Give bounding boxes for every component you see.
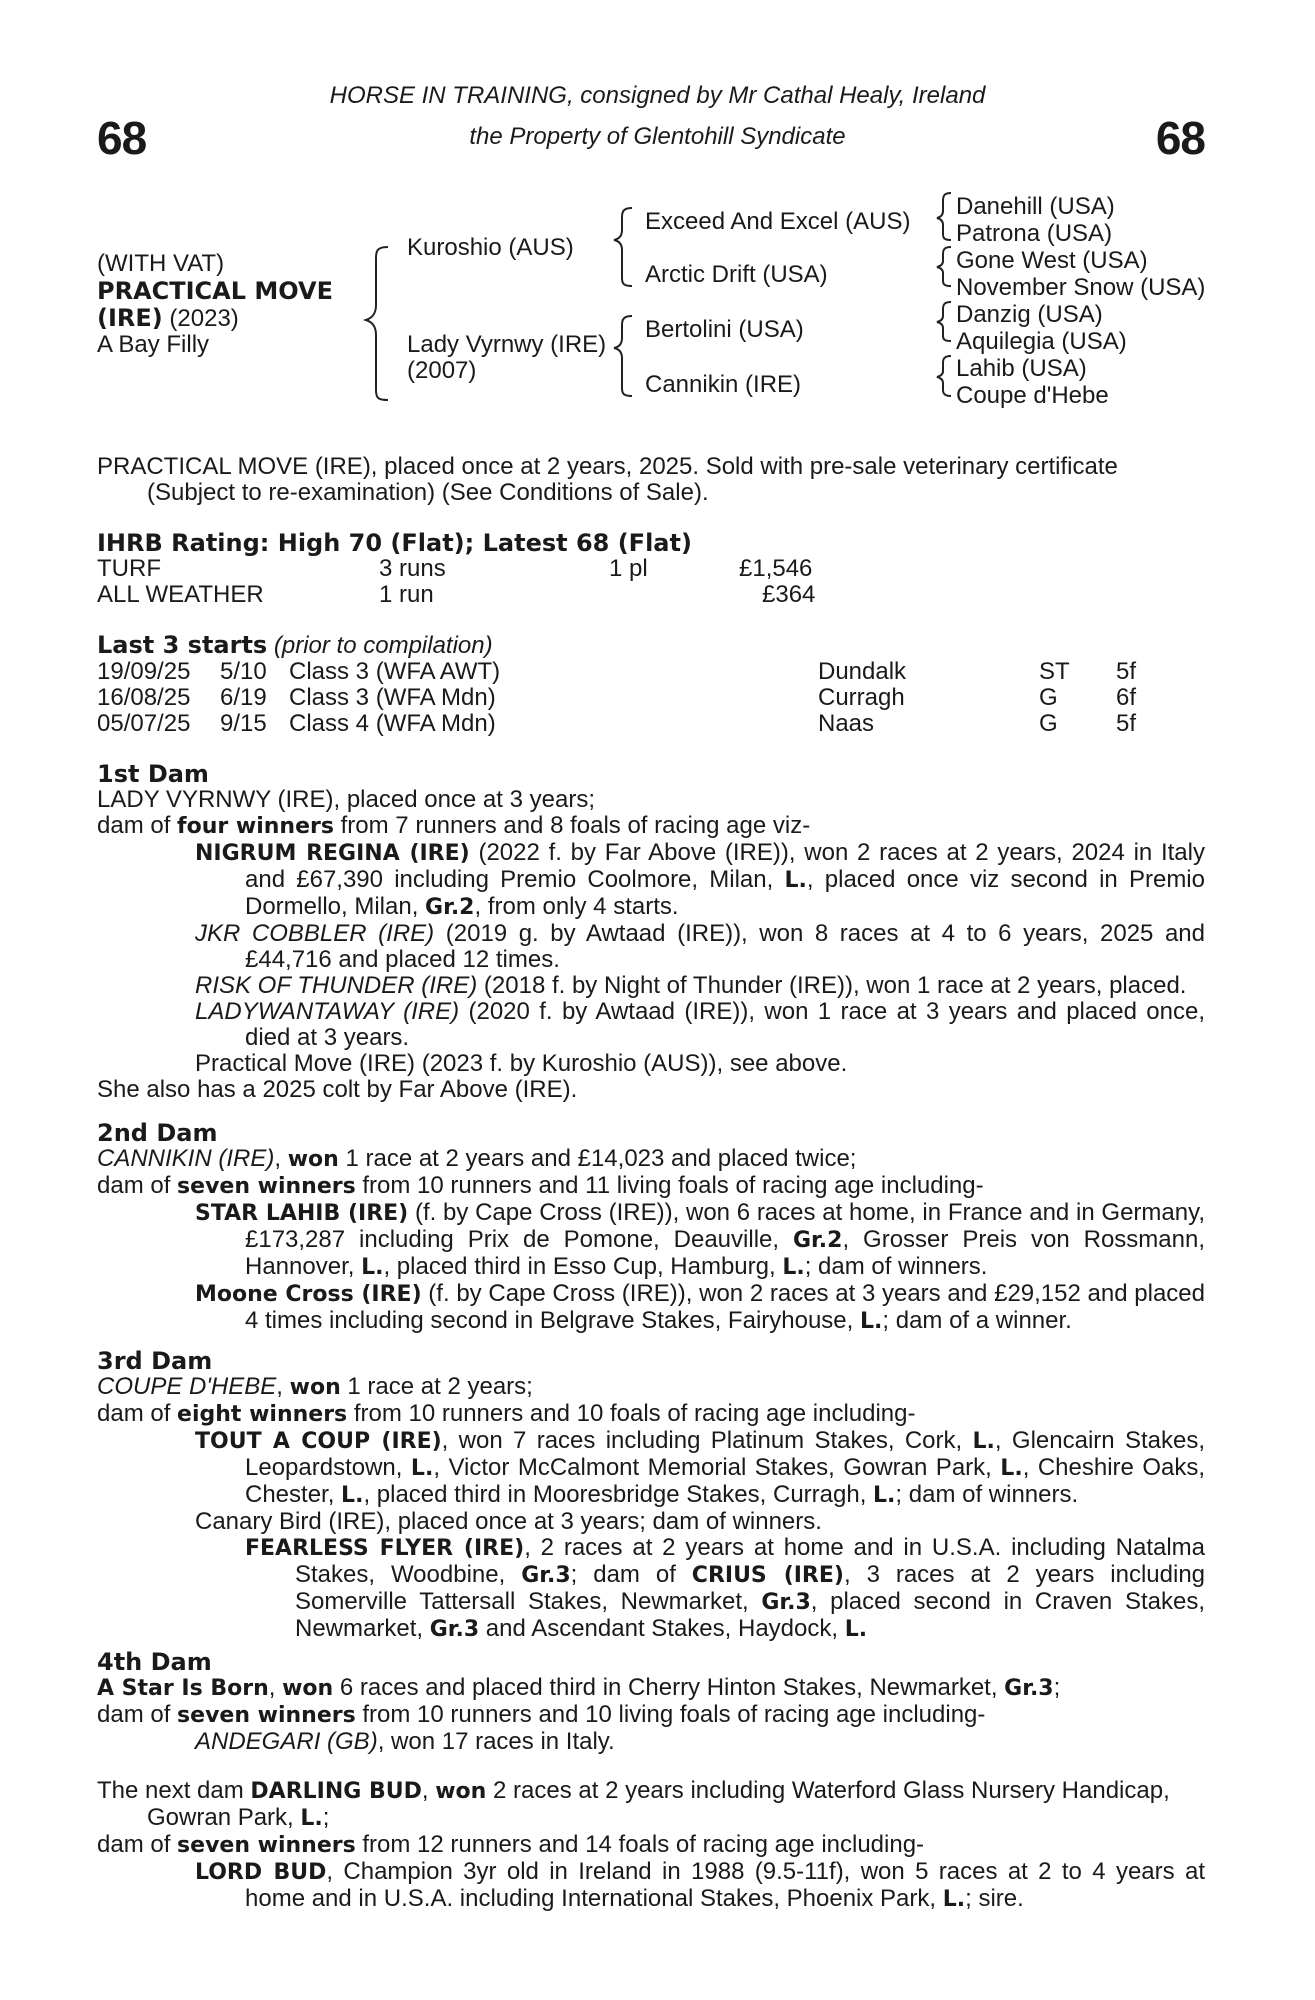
pedigree-sdd: November Snow (USA): [956, 274, 1206, 301]
third-dam-line: COUPE D'HEBE, won 1 race at 2 years;: [97, 1373, 533, 1400]
rating-surface: TURF: [97, 555, 161, 582]
pedigree-dam-sire: Bertolini (USA): [645, 316, 804, 343]
won-marker: won: [289, 1375, 341, 1400]
brace-dam: [614, 316, 632, 396]
next-dam-progeny: [97, 1859, 1205, 1913]
start-row: [97, 711, 1205, 737]
listed-marker: L.: [784, 868, 807, 893]
rating-surface: ALL WEATHER: [97, 581, 264, 608]
progeny-name: LADYWANTAWAY (IRE): [195, 998, 460, 1025]
rating-placings: 1 pl: [609, 555, 648, 582]
text: and Ascendant Stakes, Haydock,: [479, 1615, 845, 1642]
brace-gs3: [937, 302, 951, 341]
start-row: [97, 659, 1205, 685]
text: dam of: [97, 1172, 178, 1199]
start-course: Naas: [818, 710, 875, 737]
listed-marker: L.: [972, 1429, 995, 1454]
listed-marker: L.: [873, 1483, 896, 1508]
start-date: 05/07/25: [97, 710, 191, 737]
pedigree-ssd: Patrona (USA): [956, 220, 1113, 247]
text: dam of: [97, 812, 178, 839]
listed-marker: L.: [300, 1806, 323, 1831]
progeny-name: LORD BUD: [195, 1860, 327, 1885]
text: (f. by Cape Cross (IRE)), won 6 races at home, in France and in Germany, £173,287 including Prix de Pomone, Deauville,: [245, 1199, 1205, 1253]
brace-big: [366, 247, 388, 400]
pedigree-sire-sire: Exceed And Excel (AUS): [645, 208, 911, 235]
start-row: [97, 685, 1205, 711]
text: 6 races and placed third in Cherry Hinton Stakes, Newmarket,: [333, 1674, 1005, 1701]
text: , Glencairn Stakes, Leopardstown,: [245, 1427, 1206, 1481]
first-dam-progeny: [97, 999, 1205, 1051]
winners-count: seven winners: [177, 1174, 356, 1199]
text: 2 races at 2 years including Waterford Glass Nursery Handicap, Gowran Park,: [147, 1777, 1170, 1831]
start-position: 6/19: [220, 684, 267, 711]
second-dam-progeny: [97, 1200, 1205, 1281]
text: , placed once viz second in Premio Dormello, Milan,: [245, 866, 1205, 920]
winners-count: eight winners: [177, 1402, 348, 1427]
pedigree-ddd: Coupe d'Hebe: [956, 382, 1109, 409]
next-dam-produce-line: [97, 1832, 1205, 1859]
dam-name: CANNIKIN (IRE): [97, 1145, 275, 1172]
last-starts-note: (prior to compilation): [273, 632, 493, 659]
text: from 10 runners and 11 living foals of racing age including-: [355, 1172, 984, 1199]
start-distance: 5f: [1116, 710, 1137, 737]
summary-text: PRACTICAL MOVE (IRE), placed once at 2 years, 2025. Sold with pre-sale veterinary certificate (Subject to re-examination) (See Conditions of Sale).: [97, 453, 1118, 506]
text: , Grosser Preis von Rossmann, Hannover,: [245, 1226, 1205, 1280]
first-dam-produce-line: [97, 813, 1205, 840]
text: ; dam of: [570, 1561, 692, 1588]
progeny-name: Moone Cross (IRE): [195, 1282, 422, 1307]
text: (2022 f. by Far Above (IRE)), won 2 races at 2 years, 2024 in Italy and £67,390 including Premio Coolmore, Milan,: [245, 839, 1205, 893]
third-dam-grand-progeny: [97, 1535, 1205, 1643]
group-marker: Gr.3: [429, 1617, 480, 1642]
text: 1 race at 2 years and £14,023 and placed twice;: [338, 1145, 857, 1172]
rating-prize: £364: [762, 581, 816, 608]
brace-gs4: [937, 356, 951, 396]
group-marker: Gr.3: [761, 1590, 811, 1615]
start-date: 19/09/25: [97, 658, 191, 685]
last-starts-heading: [97, 632, 1205, 659]
text: from 12 runners and 14 foals of racing age including-: [355, 1831, 925, 1858]
last-starts-title: Last 3 starts: [97, 631, 268, 659]
third-dam-heading: 3rd Dam: [97, 1347, 213, 1375]
winners-count: seven winners: [177, 1833, 356, 1858]
text: , Victor McCalmont Memorial Stakes, Gowran Park,: [433, 1454, 1001, 1481]
summary: [97, 454, 1205, 506]
third-dam-produce-line: [97, 1401, 1205, 1428]
text: (f. by Cape Cross (IRE)), won 2 races at 3 years and £29,152 and placed 4 times including second in Belgrave Stakes, Fairyhouse,: [245, 1280, 1205, 1334]
pedigree-dds: Lahib (USA): [956, 355, 1087, 382]
horse-name: PRACTICAL MOVE: [97, 277, 334, 305]
progeny-name: FEARLESS FLYER (IRE): [245, 1536, 525, 1561]
won-marker: won: [282, 1676, 334, 1701]
listed-marker: L.: [1000, 1456, 1023, 1481]
listed-marker: L.: [410, 1456, 434, 1481]
group-marker: Gr.2: [425, 895, 475, 920]
start-going: G: [1039, 710, 1058, 737]
text: , from only 4 starts.: [474, 893, 679, 920]
progeny-name: ANDEGARI (GB): [195, 1728, 378, 1755]
start-race: Class 3 (WFA Mdn): [289, 684, 496, 711]
fourth-dam-section: [97, 1649, 1205, 1755]
third-dam-progeny: Canary Bird (IRE), placed once at 3 years; dam of winners.: [195, 1508, 822, 1535]
third-dam-section: [97, 1348, 1205, 1643]
pedigree-dam-year: (2007): [407, 357, 477, 384]
text: ;: [322, 1804, 330, 1831]
horse-year: (2023): [169, 305, 239, 332]
listed-marker: L.: [942, 1887, 966, 1912]
group-marker: Gr.3: [521, 1563, 571, 1588]
fourth-dam-progeny: [97, 1729, 1205, 1755]
winners-count: four winners: [177, 814, 334, 839]
rating-prize: £1,546: [739, 555, 813, 582]
text: from 10 runners and 10 foals of racing age including-: [347, 1400, 916, 1427]
third-dam-progeny: [97, 1428, 1205, 1509]
listed-marker: L.: [341, 1483, 364, 1508]
won-marker: won: [435, 1779, 487, 1804]
text: , placed third in Esso Cup, Hamburg,: [383, 1253, 783, 1280]
text: , 2 races at 2 years at home and in U.S.A. including Natalma Stakes, Woodbine,: [295, 1534, 1206, 1588]
text: ; dam of a winner.: [882, 1307, 1072, 1334]
listed-marker: L.: [361, 1255, 384, 1280]
text: 1 race at 2 years;: [340, 1373, 533, 1400]
pedigree-dam-dam: Cannikin (IRE): [645, 371, 802, 398]
brace-sire: [614, 208, 632, 286]
start-race: Class 4 (WFA Mdn): [289, 710, 496, 737]
text: , placed second in Craven Stakes, Newmarket,: [295, 1588, 1205, 1642]
text: dam of: [97, 1400, 178, 1427]
text: dam of: [97, 1831, 178, 1858]
start-date: 16/08/25: [97, 684, 191, 711]
group-marker: Gr.3: [1004, 1676, 1054, 1701]
text: , placed third in Mooresbridge Stakes, Curragh,: [363, 1481, 874, 1508]
second-dam-section: [97, 1120, 1205, 1335]
progeny-name: TOUT A COUP (IRE): [195, 1429, 442, 1454]
fourth-dam-heading: 4th Dam: [97, 1648, 212, 1676]
text: (2019 g. by Awtaad (IRE)), won 8 races at 4 to 6 years, 2025 and £44,716 and placed 12 times.: [245, 920, 1206, 973]
text: The next dam: [97, 1777, 251, 1804]
second-dam-produce-line: [97, 1173, 1205, 1200]
first-dam-foal-note: She also has a 2025 colt by Far Above (IRE).: [97, 1076, 578, 1103]
horse-origin: (IRE): [97, 304, 163, 332]
start-position: 9/15: [220, 710, 267, 737]
start-course: Curragh: [818, 684, 905, 711]
rating-row: [97, 556, 1205, 582]
pedigree-dam: Lady Vyrnwy (IRE): [407, 331, 607, 358]
next-dam-section: [97, 1778, 1205, 1913]
start-position: 5/10: [220, 658, 267, 685]
pedigree-dsd: Aquilegia (USA): [956, 328, 1127, 355]
first-dam-heading: 1st Dam: [97, 760, 209, 788]
pedigree-sds: Gone West (USA): [956, 247, 1148, 274]
property-line: the Property of Glentohill Syndicate: [469, 123, 846, 150]
text: , Champion 3yr old in Ireland in 1988 (9.5-11f), won 5 races at 2 to 4 years at home and in U.S.A. including International Stakes, Phoenix Park,: [245, 1858, 1206, 1912]
listed-marker: L.: [844, 1617, 868, 1642]
text: ; dam of winners.: [895, 1481, 1079, 1508]
listed-marker: L.: [860, 1309, 883, 1334]
text: , 3 races at 2 years including Somerville Tattersall Stakes, Newmarket,: [295, 1561, 1206, 1615]
last-starts-block: [97, 632, 1205, 737]
start-distance: 5f: [1116, 658, 1137, 685]
winners-count: seven winners: [177, 1703, 356, 1728]
rating-runs: 3 runs: [379, 555, 446, 582]
text: ; sire.: [965, 1885, 1024, 1912]
progeny-name: STAR LAHIB (IRE): [195, 1201, 409, 1226]
next-dam-line: The next dam DARLING BUD, won 2 races at 2 years including Waterford Glass Nursery Handicap, Gowran Park, L.;: [97, 1777, 1170, 1831]
group-marker: Gr.2: [793, 1228, 843, 1253]
rating-block: [97, 530, 1205, 608]
second-dam-line: CANNIKIN (IRE), won 1 race at 2 years and £14,023 and placed twice;: [97, 1145, 857, 1172]
start-race: Class 3 (WFA AWT): [289, 658, 501, 685]
first-dam-progeny: Practical Move (IRE) (2023 f. by Kuroshio (AUS)), see above.: [195, 1050, 848, 1077]
start-distance: 6f: [1116, 684, 1137, 711]
first-dam-section: [97, 761, 1205, 1103]
dam-name: DARLING BUD: [250, 1779, 422, 1804]
lot-number-right: 68: [1155, 112, 1205, 164]
listed-marker: L.: [782, 1255, 805, 1280]
progeny-name: CRIUS (IRE): [691, 1563, 844, 1588]
won-marker: won: [287, 1147, 339, 1172]
progeny-name: JKR COBBLER (IRE): [195, 920, 435, 947]
text: ;: [1053, 1674, 1061, 1701]
text: , Cheshire Oaks, Chester,: [245, 1454, 1206, 1508]
first-dam-progeny: [97, 840, 1205, 921]
text: dam of: [97, 1701, 178, 1728]
second-dam-heading: 2nd Dam: [97, 1119, 218, 1147]
rating-row: [97, 582, 1205, 608]
text: ; dam of winners.: [804, 1253, 988, 1280]
text: from 10 runners and 10 living foals of racing age including-: [355, 1701, 986, 1728]
fourth-dam-line: A Star Is Born, won 6 races and placed third in Cherry Hinton Stakes, Newmarket, Gr.3;: [97, 1674, 1061, 1701]
lot-number-left: 68: [97, 112, 147, 164]
text: , won 7 races including Platinum Stakes, Cork,: [441, 1427, 973, 1454]
pedigree-dss: Danzig (USA): [956, 301, 1103, 328]
dam-name: COUPE D'HEBE: [97, 1373, 277, 1400]
pedigree-sire: Kuroshio (AUS): [407, 234, 574, 261]
consignment-line: HORSE IN TRAINING, consigned by Mr Cathal Healy, Ireland: [329, 82, 986, 109]
horse-description: A Bay Filly: [97, 331, 210, 358]
rating-title: IHRB Rating: High 70 (Flat); Latest 68 (Flat): [97, 529, 692, 557]
rating-runs: 1 run: [379, 581, 434, 608]
start-course: Dundalk: [818, 658, 907, 685]
text: (2018 f. by Night of Thunder (IRE)), won 1 race at 2 years, placed.: [477, 972, 1187, 999]
vat-label: (WITH VAT): [97, 250, 225, 277]
progeny-name: RISK OF THUNDER (IRE): [195, 972, 478, 999]
first-dam-progeny: [97, 973, 1205, 999]
pedigree-sire-dam: Arctic Drift (USA): [645, 261, 828, 288]
text: , won 17 races in Italy.: [377, 1728, 615, 1755]
dam-name: A Star Is Born: [97, 1676, 269, 1701]
start-going: G: [1039, 684, 1058, 711]
brace-gs2: [937, 247, 951, 286]
second-dam-progeny: [97, 1281, 1205, 1335]
text: from 7 runners and 8 foals of racing age viz-: [333, 812, 811, 839]
start-going: ST: [1039, 658, 1070, 685]
first-dam-line: LADY VYRNWY (IRE), placed once at 3 years;: [97, 786, 595, 813]
text: (2020 f. by Awtaad (IRE)), won 1 race at 3 years and placed once, died at 3 years.: [245, 998, 1206, 1051]
fourth-dam-produce-line: [97, 1702, 1205, 1729]
pedigree-sss: Danehill (USA): [956, 193, 1115, 220]
first-dam-progeny: [97, 921, 1205, 973]
brace-gs1: [937, 193, 951, 240]
progeny-name: NIGRUM REGINA (IRE): [195, 841, 470, 866]
